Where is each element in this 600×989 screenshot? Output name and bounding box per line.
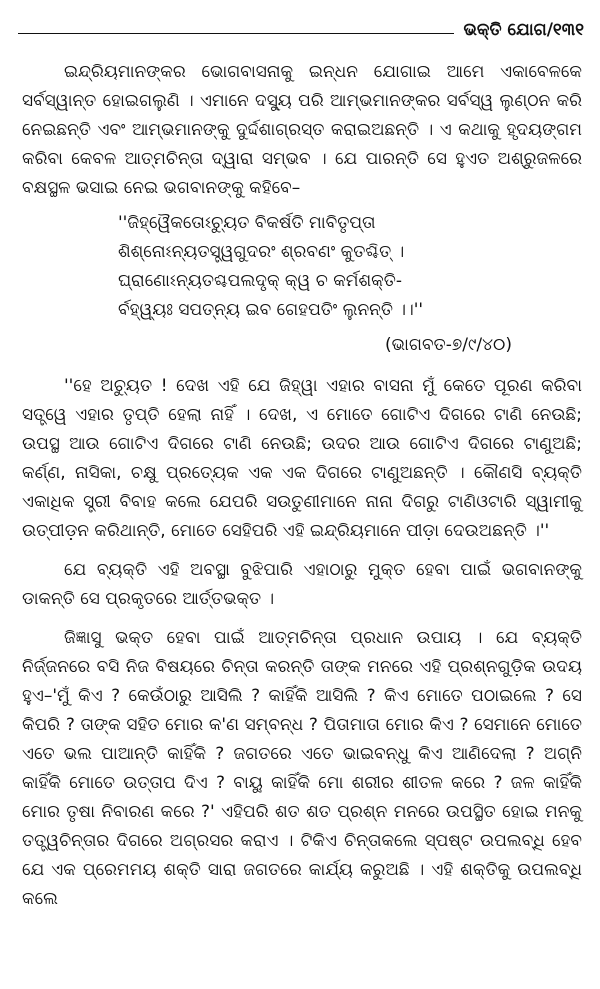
running-head: ଭକ୍ତି ଯୋଗ/୧୩୧	[463, 20, 584, 40]
verse-line-3: ଘ୍ରାଣୋଽନ୍ୟତଶ୍ଚପଲଦୃକ୍ କ୍ୱ ଚ କର୍ମଶକ୍ତି-	[118, 271, 402, 291]
verse-line-4: ର୍ବହ୍ୱ୍ୟଃ ସପତ୍ନ୍ୟ ଇବ ଗେହପତିଂ ଲୁନନ୍ତି ।।''	[118, 300, 424, 320]
paragraph-4: ଜିଜ୍ଞାସୁ ଭକ୍ତ ହେବା ପାଇଁ ଆତ୍ମଚିନ୍ତା ପ୍ରଧାନ ଉପାୟ । ଯେ ବ୍ୟକ୍ତି ନିର୍ଜ୍ଜନରେ ବସି ନିଜ ବିଷୟରେ ଚିନ୍ତା କରନ୍ତି ତାଙ୍କ ମନରେ ଏହି ପ୍ରଶ୍ନଗୁଡ଼ିକ ଉଦୟ ହୁଏ–'ମୁଁ କିଏ ? କେଉଁଠାରୁ ଆସିଲି ? କାହିଁକି ଆସିଲି ? କିଏ ମୋତେ ପଠାଇଲେ ? ସେ କିପରି ? ତାଙ୍କ ସହିତ ମୋର କ'ଣ ସମ୍ବନ୍ଧ ? ପିତାମାତା ମୋର କିଏ ? ସେମାନେ ମୋତେ ଏତେ ଭଲ ପାଆନ୍ତି କାହିଁକି ? ଜଗତରେ ଏତେ ଭାଇବନ୍ଧୁ କିଏ ଆଣିଦେଲା ? ଅଗ୍ନି କାହିଁକି ମୋତେ ଉତ୍ତାପ ଦିଏ ? ବାୟୁ କାହିଁକି ମୋ ଶରୀର ଶୀତଳ କରେ ? ଜଳ କାହିଁକି ମୋର ତୃଷା ନିବାରଣ କରେ ?' ଏହିପରି ଶତ ଶତ ପ୍ରଶ୍ନ ମନରେ ଉପସ୍ଥିତ ହୋଇ ମନକୁ ତତ୍ତ୍ୱଚିନ୍ତାର ଦିଗରେ ଅଗ୍ରସର କରାଏ । ଟିକିଏ ଚିନ୍ତାକଲେ ସ୍ପଷ୍ଟ ଉପଲବ୍ଧି ହେବ ଯେ ଏକ ପ୍ରେମମୟ ଶକ୍ତି ସାରା ଜଗତରେ କାର୍ଯ୍ୟ କରୁଅଛି । ଏହି ଶକ୍ତିକୁ ଉପଲବ୍ଧି କଲେ	[22, 628, 582, 909]
sanskrit-verse	[118, 209, 582, 325]
paragraph-1: ଇନ୍ଦ୍ରିୟମାନଙ୍କର ଭୋଗବାସନାକୁ ଇନ୍ଧନ ଯୋଗାଇ ଆମେ ଏକାବେଳକେ ସର୍ବସ୍ୱାନ୍ତ ହୋଇଗଲୁଣି । ଏମାନେ ଦସ୍ୟୁ ପରି ଆମ୍ଭମାନଙ୍କର ସର୍ବସ୍ୱ ଲୁଣ୍ଠନ କରି ନେଇଛନ୍ତି ଏବଂ ଆମ୍ଭମାନଙ୍କୁ ଦୁର୍ଦ୍ଦଶାଗ୍ରସ୍ତ କରାଇଅଛନ୍ତି । ଏ କଥାକୁ ହୃଦୟଙ୍ଗମ କରିବା କେବଳ ଆତ୍ମଚିନ୍ତା ଦ୍ୱାରା ସମ୍ଭବ । ଯେ ପାରନ୍ତି ସେ ହୁଏତ ଅଶ୍ରୁଜଳରେ ବକ୍ଷସ୍ଥଳ ଭସାଇ ନେଇ ଭଗବାନଙ୍କୁ କହିବେ–	[22, 62, 582, 198]
page-body	[22, 58, 582, 914]
verse-line-1: ''ଜିହ୍ୱୈକତୋଽଚ୍ୟୁତ ବିକର୍ଷତି ମାବିତୃପ୍ତା	[118, 213, 376, 233]
page-header	[18, 10, 584, 40]
verse-line-2: ଶିଶ୍ନୋଽନ୍ୟତସ୍ତ୍ୱଗୁଦରଂ ଶ୍ରବଣଂ କୁତଶ୍ଚିତ୍ ।	[118, 242, 405, 262]
verse-citation: (ଭାଗବତ-୭/୯/୪୦)	[385, 335, 512, 355]
paragraph-3: ଯେ ବ୍ୟକ୍ତି ଏହି ଅବସ୍ଥା ବୁଝିପାରି ଏହାଠାରୁ ମୁକ୍ତ ହେବା ପାଇଁ ଭଗବାନଙ୍କୁ ଡାକନ୍ତି ସେ ପ୍ରକୃତରେ ଆର୍ତ୍ତଭକ୍ତ ।	[22, 560, 582, 609]
header-rule	[18, 33, 454, 34]
paragraph-2: ''ହେ ଅଚ୍ୟୁତ ! ଦେଖ ଏହି ଯେ ଜିହ୍ୱା ଏହାର ବାସନା ମୁଁ କେତେ ପୂରଣ କରିବା ସତ୍ତ୍ୱେ ଏହାର ତୃପ୍ତି ହେଲା ନାହିଁ । ଦେଖ, ଏ ମୋତେ ଗୋଟିଏ ଦିଗରେ ଟାଣି ନେଉଛି; ଉପସ୍ଥ ଆଉ ଗୋଟିଏ ଦିଗରେ ଟାଣି ନେଉଛି; ଉଦର ଆଉ ଗୋଟିଏ ଦିଗରେ ଟାଣୁଅଛି; କର୍ଣ୍ଣ, ନାସିକା, ଚକ୍ଷୁ ପ୍ରତ୍ୟେକ ଏକ ଏକ ଦିଗରେ ଟାଣୁଅଛନ୍ତି । କୌଣସି ବ୍ୟକ୍ତି ଏକାଧିକ ସ୍ତ୍ରୀ ବିବାହ କଲେ ଯେପରି ସଉତୁଣୀମାନେ ନାନା ଦିଗରୁ ଟାଣିଓଟାରି ସ୍ୱାମୀକୁ ଉତ୍ପୀଡ଼ନ କରିଥାନ୍ତି, ମୋତେ ସେହିପରି ଏହି ଇନ୍ଦ୍ରିୟମାନେ ପୀଡ଼ା ଦେଉଅଛନ୍ତି ।''	[22, 376, 582, 541]
